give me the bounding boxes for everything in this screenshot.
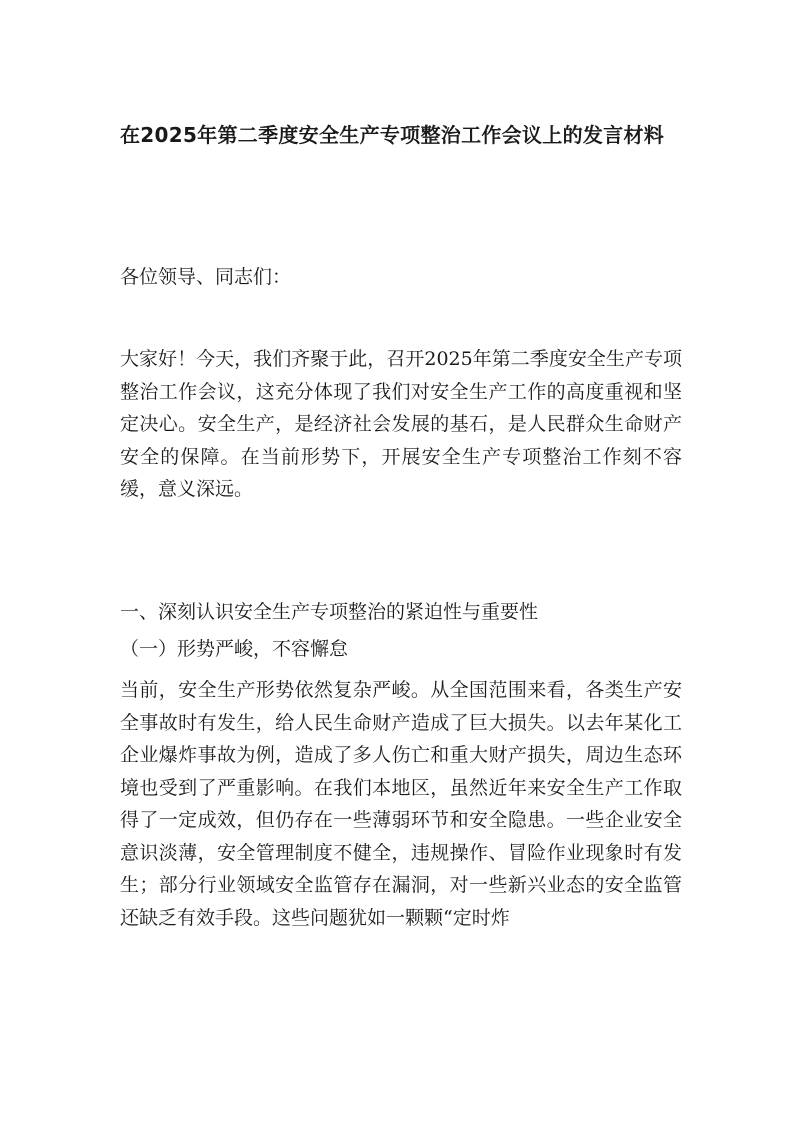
document-title: 在2025年第二季度安全生产专项整治工作会议上的发言材料 [120, 123, 665, 147]
salutation: 各位领导、同志们： [120, 266, 292, 288]
subsection-heading: （一）形势严峻，不容懈怠 [120, 638, 349, 660]
section-heading: 一、深刻认识安全生产专项整治的紧迫性与重要性 [120, 601, 539, 623]
intro-paragraph: 大家好！今天，我们齐聚于此，召开2025年第二季度安全生产专项整治工作会议，这充分体现了我们对安全生产工作的高度重视和坚定决心。安全生产，是经济社会发展的基石，是人民群众生命财产安全的保障。在当前形势下，开展安全生产专项整治工作刻不容缓，意义深远。 [120, 348, 682, 500]
body-paragraph: 当前，安全生产形势依然复杂严峻。从全国范围来看，各类生产安全事故时有发生，给人民生命财产造成了巨大损失。以去年某化工企业爆炸事故为例，造成了多人伤亡和重大财产损失，周边生态环境也受到了严重影响。在我们本地区，虽然近年来安全生产工作取得了一定成效，但仍存在一些薄弱环节和安全隐患。一些企业安全意识淡薄，安全管理制度不健全，违规操作、冒险作业现象时有发生；部分行业领域安全监管存在漏洞，对一些新兴业态的安全监管还缺乏有效手段。这些问题犹如一颗颗“定时炸 [120, 679, 682, 929]
